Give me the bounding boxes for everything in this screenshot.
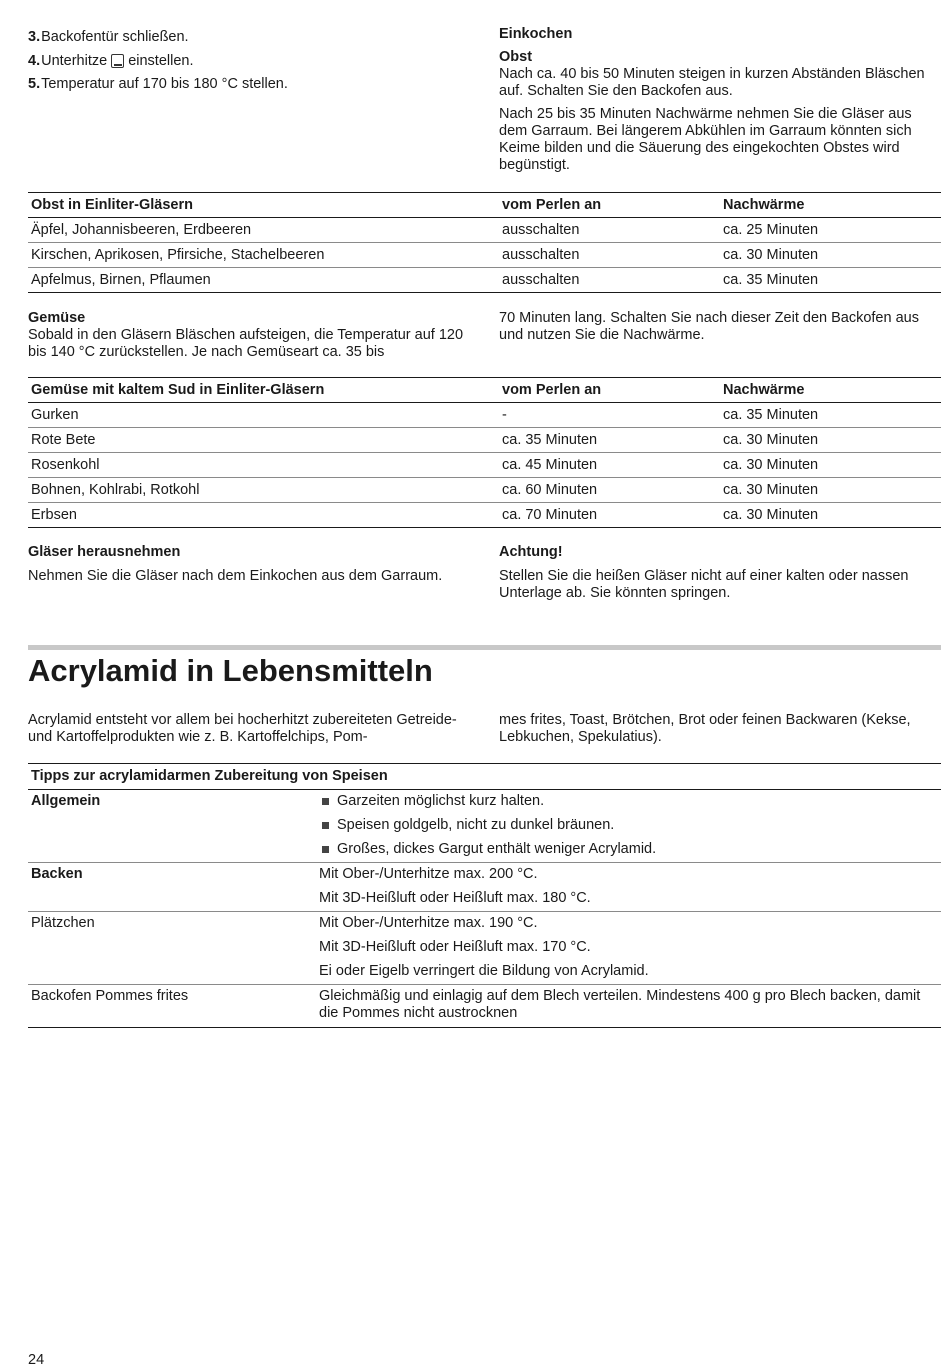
step-list [28,26,472,97]
table-cell: ausschalten [499,268,720,293]
step-text: Temperatur auf 170 bis 180 °C stellen. [41,76,288,93]
einkochen-paragraph-2: Nach 25 bis 35 Minuten Nachwärme nehmen Sie die Gläser aus dem Garraum. Bei längerem Abkühlen im Garraum könnten sich Keime bilden und die Säuerung des eingekochten Obstes wird begünstigt. [499,106,912,173]
list-item-text: Garzeiten möglichst kurz halten. [337,793,545,809]
list-item [319,790,941,814]
table-cell: ca. 30 Minuten [720,478,941,503]
page-number: 24 [28,1352,45,1368]
bullet-square-icon [322,846,329,853]
tips-table [28,763,941,1028]
table-cell: ca. 25 Minuten [720,218,941,243]
table-cell: Kirschen, Aprikosen, Pfirsiche, Stachelbeeren [28,243,499,268]
step-number: 5. [28,76,41,93]
table-cell: ausschalten [499,218,720,243]
table-cell: Rote Bete [28,428,499,453]
einkochen-section [499,26,939,174]
step-4 [28,50,472,74]
glaeser-text: Nehmen Sie die Gläser nach dem Einkochen aus dem Garraum. [28,568,443,584]
table-cell: ca. 30 Minuten [720,503,941,528]
table-row [28,403,941,428]
gemuese-section [28,310,472,361]
table-row [28,218,941,243]
column-header: Obst in Einliter-Gläsern [28,193,499,218]
einkochen-paragraph-1: Nach ca. 40 bis 50 Minuten steigen in kurzen Abständen Bläschen auf. Schalten Sie den Backofen aus. [499,66,925,99]
table-row [28,790,941,863]
glaeser-heading: Gläser herausnehmen [28,544,181,560]
tips-category: Plätzchen [28,912,316,985]
table-row [28,863,941,912]
list-item: Gleichmäßig und einlagig auf dem Blech verteilen. Mindestens 400 g pro Blech backen, damit die Pommes nicht austrocknen [319,988,921,1021]
list-item: Mit Ober-/Unterhitze max. 190 °C. [319,915,538,931]
list-item-text: Großes, dickes Gargut enthält weniger Acrylamid. [337,841,657,857]
bottom-heat-icon [111,54,124,68]
step-text-before: Unterhitze [41,52,108,69]
list-item: Mit 3D-Heißluft oder Heißluft max. 180 °C. [319,890,591,906]
obst-table [28,192,941,293]
tips-table-header [28,764,941,790]
tips-category: Backofen Pommes frites [28,985,316,1028]
table-cell: Rosenkohl [28,453,499,478]
intro-text-left: Acrylamid entsteht vor allem bei hocherhitzt zubereiteten Getreide- und Kartoffelprodukten wie z. B. Kartoffelchips, Pom- [28,712,457,745]
achtung-heading: Achtung! [499,544,563,560]
page-title: Acrylamid in Lebensmitteln [28,653,433,688]
section-divider [28,645,941,650]
table-row [28,243,941,268]
table-cell: ca. 30 Minuten [720,243,941,268]
intro-text-right: mes frites, Toast, Brötchen, Brot oder feinen Backwaren (Kekse, Lebkuchen, Spekulatius). [499,712,911,745]
step-number: 3. [28,29,41,46]
column-header: vom Perlen an [499,193,720,218]
tips-items [316,790,941,863]
table-cell: Gurken [28,403,499,428]
table-cell: ca. 35 Minuten [499,428,720,453]
table-row [28,428,941,453]
gemuese-text-left: Sobald in den Gläsern Bläschen aufsteigen, die Temperatur auf 120 bis 140 °C zurückstellen. Je nach Gemüseart ca. 35 bis [28,327,464,360]
table-cell: Bohnen, Kohlrabi, Rotkohl [28,478,499,503]
obst-heading: Obst [499,49,533,65]
table-cell: ca. 35 Minuten [720,268,941,293]
tips-category: Allgemein [28,790,316,863]
obst-table-header [28,193,941,218]
table-cell: ca. 30 Minuten [720,453,941,478]
einkochen-heading: Einkochen [499,26,573,42]
list-item-text: Speisen goldgelb, nicht zu dunkel bräunen. [337,817,615,833]
step-number: 4. [28,52,41,69]
gemuese-table-header [28,378,941,403]
bullet-square-icon [322,798,329,805]
table-cell: ca. 35 Minuten [720,403,941,428]
tips-category: Backen [28,863,316,912]
table-row [28,503,941,528]
list-item: Mit Ober-/Unterhitze max. 200 °C. [319,866,538,882]
column-header: Tipps zur acrylamidarmen Zubereitung von Speisen [28,764,941,790]
gemuese-text-right: 70 Minuten lang. Schalten Sie nach dieser Zeit den Backofen aus und nutzen Sie die Nachwärme. [499,310,919,343]
achtung-text: Stellen Sie die heißen Gläser nicht auf einer kalten oder nassen Unterlage ab. Sie könnten springen. [499,568,909,601]
column-header: Gemüse mit kaltem Sud in Einliter-Gläsern [28,378,499,403]
table-cell: ca. 70 Minuten [499,503,720,528]
list-item [319,814,941,838]
achtung-section [499,544,939,602]
column-header: vom Perlen an [499,378,720,403]
tips-items [316,912,941,985]
table-cell: Erbsen [28,503,499,528]
tips-items [316,863,941,912]
list-item [319,838,941,862]
list-item: Ei oder Eigelb verringert die Bildung von Acrylamid. [319,963,649,979]
table-cell: - [499,403,720,428]
table-cell: ca. 60 Minuten [499,478,720,503]
table-cell: ausschalten [499,243,720,268]
table-row [28,985,941,1028]
table-row [28,478,941,503]
gemuese-continued [499,310,939,344]
table-row [28,912,941,985]
acrylamid-intro-right [499,712,939,746]
list-item: Mit 3D-Heißluft oder Heißluft max. 170 °C. [319,939,591,955]
glaeser-section [28,544,472,585]
acrylamid-intro-left [28,712,472,746]
step-text: Backofentür schließen. [41,29,189,46]
gemuese-table [28,377,941,528]
table-row [28,268,941,293]
step-text-after: einstellen. [128,52,194,69]
table-cell: ca. 45 Minuten [499,453,720,478]
bullet-square-icon [322,822,329,829]
column-header: Nachwärme [720,193,941,218]
table-cell: Apfelmus, Birnen, Pflaumen [28,268,499,293]
table-row [28,453,941,478]
table-cell: Äpfel, Johannisbeeren, Erdbeeren [28,218,499,243]
column-header: Nachwärme [720,378,941,403]
step-5 [28,73,472,97]
step-3 [28,26,472,50]
gemuese-heading: Gemüse [28,310,86,326]
tips-items [316,985,941,1028]
table-cell: ca. 30 Minuten [720,428,941,453]
